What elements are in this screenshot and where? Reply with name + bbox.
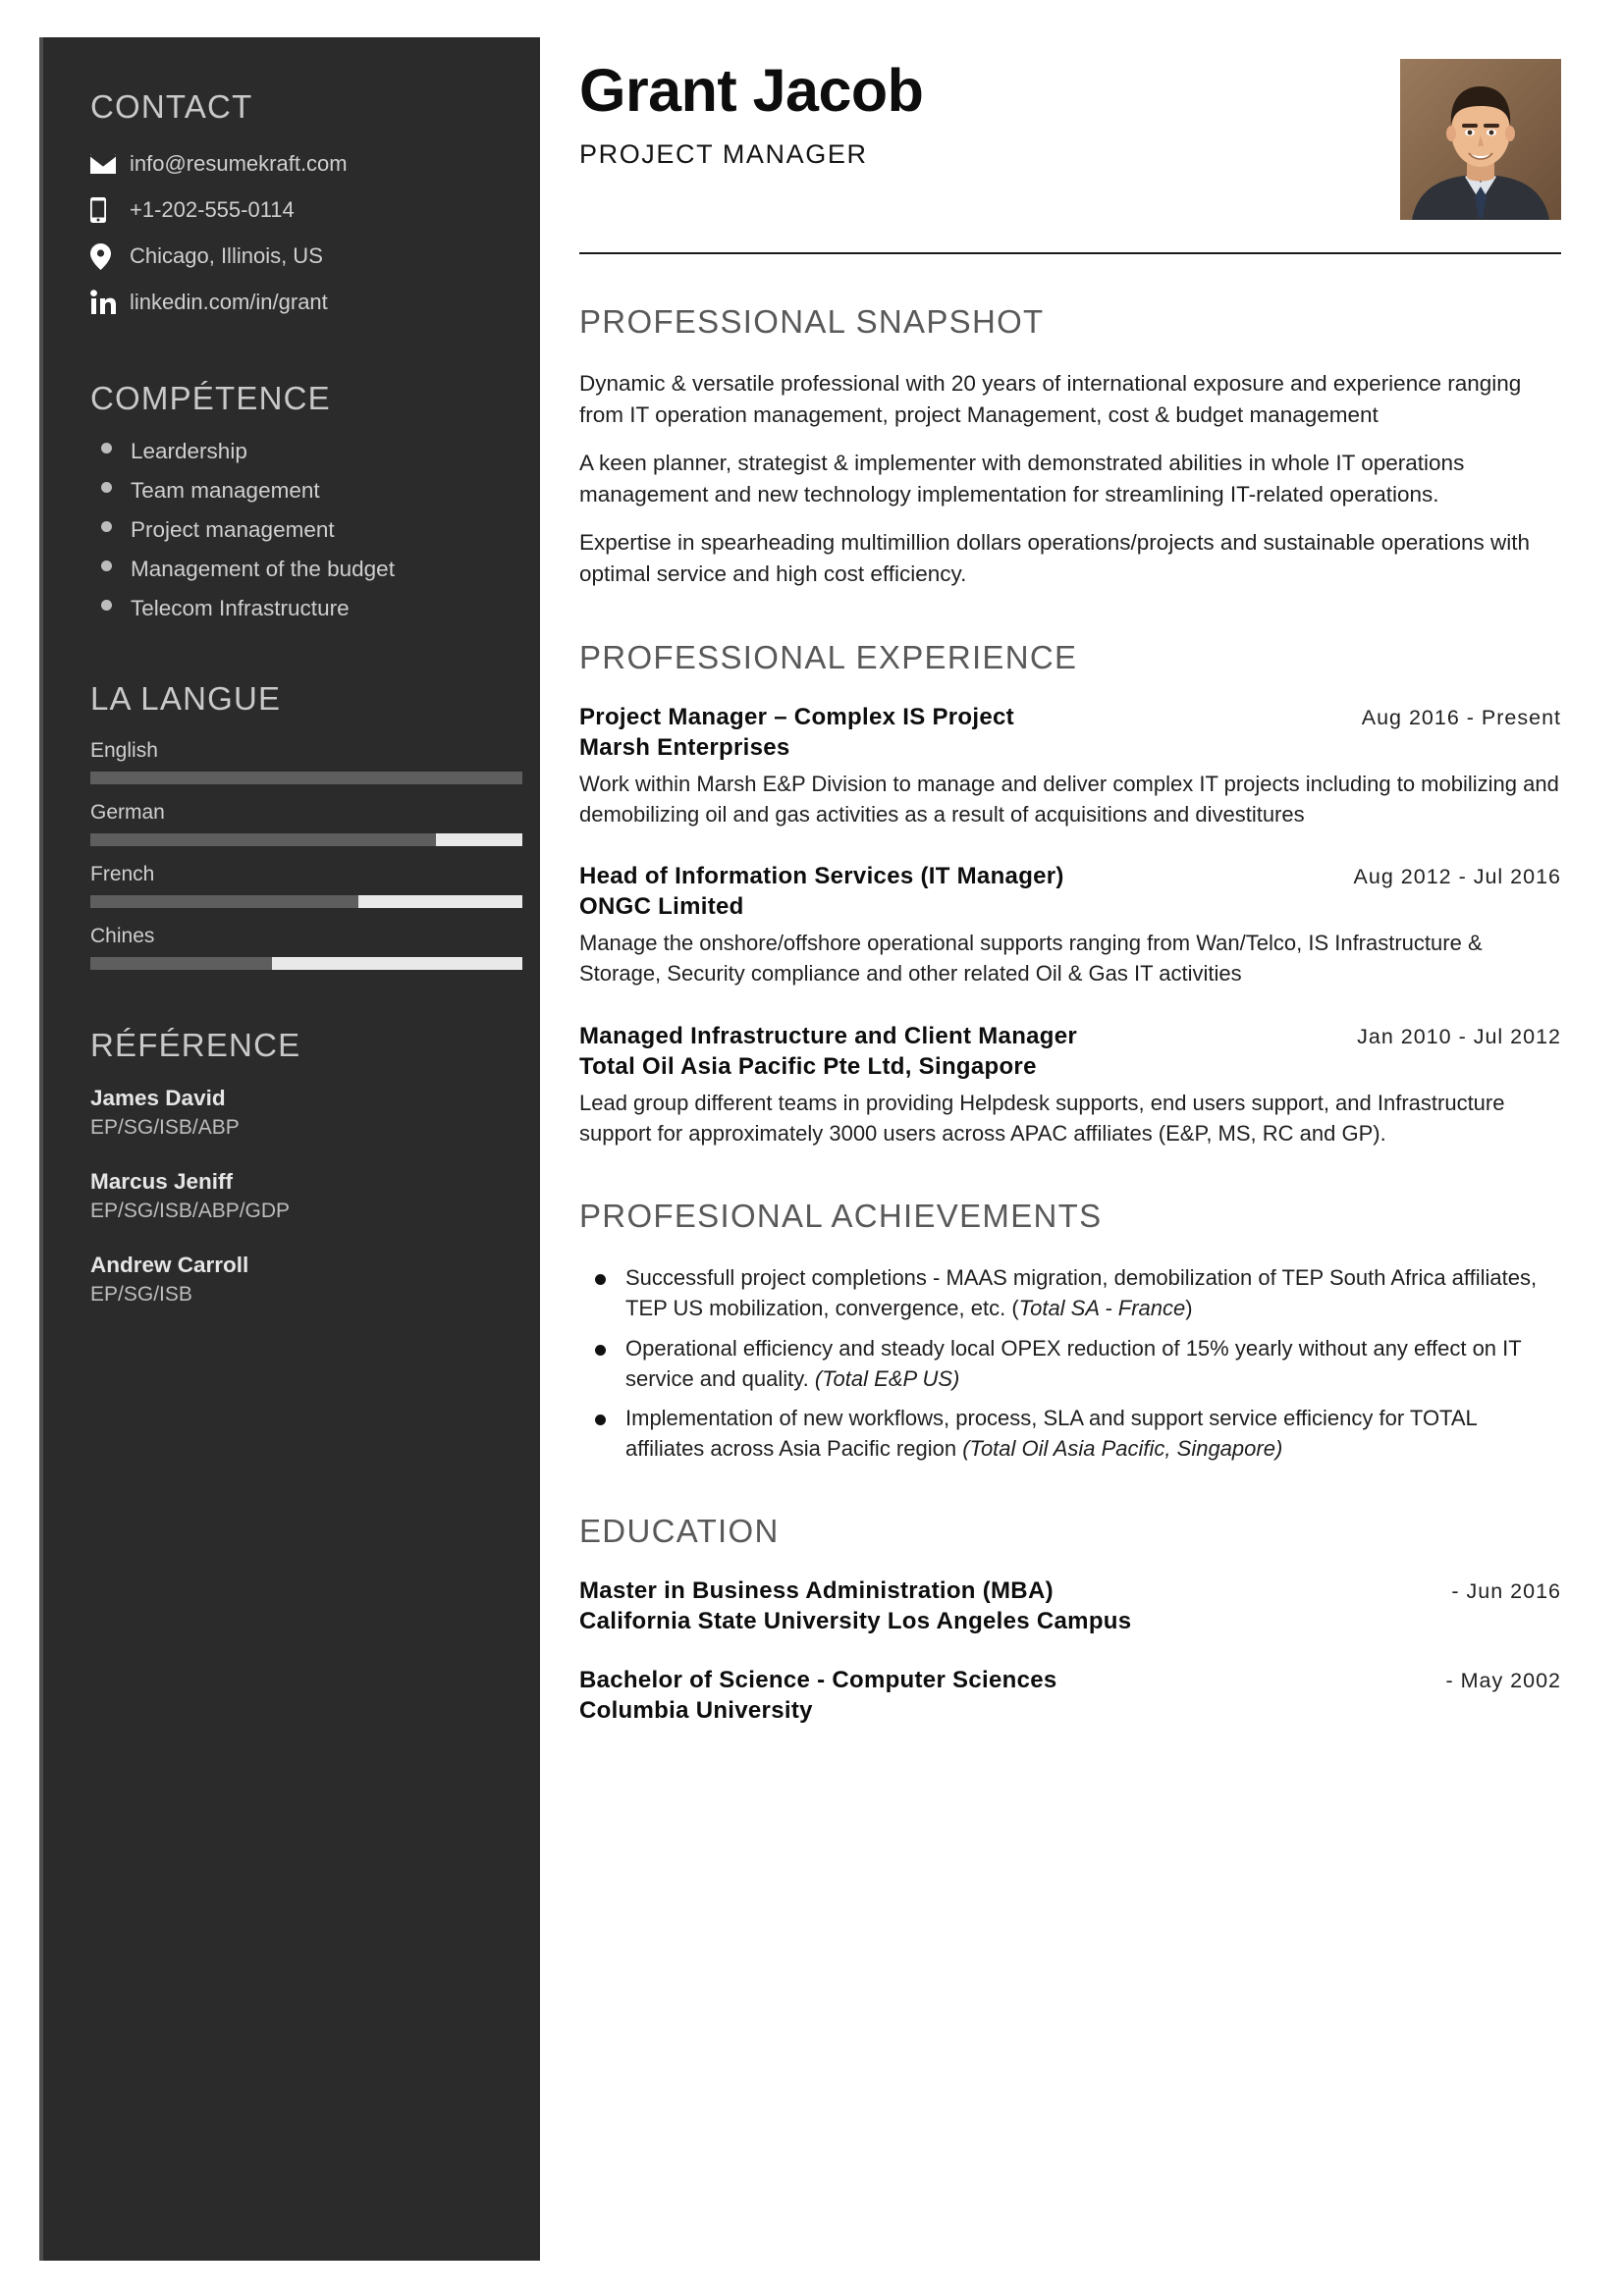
- achievement-main: Implementation of new workflows, process, SLA and support service efficiency for TOTAL affiliates across Asia Pacific region: [625, 1405, 1477, 1462]
- skill-item: [90, 517, 493, 543]
- education-date: - May 2002: [1445, 1669, 1561, 1693]
- achievement-emphasis: Total SA - France: [1018, 1296, 1186, 1321]
- achievements-list: [579, 1262, 1561, 1464]
- skill-item: [90, 478, 493, 504]
- language-progress-fill: [90, 957, 272, 970]
- snapshot-paragraph: Expertise in spearheading multimillion dollars operations/projects and sustainable operations with optimal service and high cost efficiency.: [579, 529, 1531, 586]
- snapshot-paragraph: Dynamic & versatile professional with 20 years of international exposure and experience ranging from IT operation management, project Management, cost & budget management: [579, 371, 1522, 427]
- contact-phone-text: +1-202-555-0114: [130, 196, 295, 222]
- section-professional-experience: [579, 639, 1561, 1148]
- reference-role: EP/SG/ISB/ABP/GDP: [90, 1200, 291, 1222]
- skill-label: Management of the budget: [131, 557, 395, 581]
- bullet-icon: [101, 561, 112, 571]
- skill-label: Telecom Infrastructure: [131, 596, 350, 620]
- experience-entry-header: [579, 863, 1561, 890]
- achievement-item: [579, 1333, 1561, 1394]
- languages-list: [90, 739, 493, 970]
- experience-entry-header: [579, 1023, 1561, 1050]
- experience-company: Marsh Enterprises: [579, 733, 790, 761]
- language-progress-fill: [90, 895, 358, 908]
- language-item: [90, 925, 493, 970]
- skills-heading: COMPÉTENCE: [90, 380, 331, 416]
- reference-name: Andrew Carroll: [90, 1253, 249, 1277]
- achievement-text: [625, 1262, 1561, 1323]
- phone-icon: [90, 197, 130, 223]
- experience-company: ONGC Limited: [579, 893, 744, 921]
- education-degree: Bachelor of Science - Computer Sciences: [579, 1667, 1057, 1694]
- language-item: [90, 739, 493, 784]
- reference-item: [90, 1169, 493, 1223]
- reference-role: EP/SG/ISB/ABP: [90, 1116, 240, 1139]
- achievement-emphasis: (Total Oil Asia Pacific, Singapore): [962, 1436, 1283, 1462]
- experience-description: Manage the onshore/offshore operational supports ranging from Wan/Telco, IS Infrastructure & Storage, Security compliance and other related Oil & Gas IT activities: [579, 931, 1483, 987]
- language-progress-track: [90, 895, 522, 908]
- contact-heading: CONTACT: [90, 88, 253, 125]
- bullet-icon: [595, 1274, 606, 1285]
- achievement-text: [625, 1333, 1561, 1394]
- page-title: Grant Jacob: [579, 57, 924, 124]
- language-progress-fill: [90, 833, 436, 846]
- language-label: French: [90, 863, 155, 885]
- skill-item: [90, 557, 493, 582]
- bullet-icon: [595, 1345, 606, 1356]
- reference-role: EP/SG/ISB: [90, 1283, 192, 1306]
- experience-entry-header: [579, 704, 1561, 731]
- job-title: PROJECT MANAGER: [579, 138, 868, 169]
- education-school: California State University Los Angeles Campus: [579, 1608, 1132, 1635]
- experience-role: Project Manager – Complex IS Project: [579, 703, 1014, 730]
- contact-item-location[interactable]: [90, 240, 493, 273]
- achievement-main: Operational efficiency and steady local OPEX reduction of 15% yearly without any effect on IT service and quality.: [625, 1335, 1522, 1391]
- linkedin-icon: [90, 290, 130, 315]
- contact-item-phone[interactable]: [90, 193, 493, 227]
- skill-item: [90, 596, 493, 621]
- experience-entry: [579, 863, 1561, 988]
- bullet-icon: [101, 443, 112, 454]
- contact-item-email[interactable]: [90, 147, 493, 181]
- education-heading: EDUCATION: [579, 1513, 780, 1550]
- skill-label: Leardership: [131, 439, 247, 463]
- experience-entry: [579, 1023, 1561, 1148]
- reference-name: James David: [90, 1086, 226, 1110]
- bullet-icon: [101, 482, 112, 493]
- experience-date: Aug 2012 - Jul 2016: [1353, 865, 1561, 889]
- languages-heading: LA LANGUE: [90, 680, 282, 717]
- language-label: German: [90, 801, 165, 824]
- achievement-tail: ): [1185, 1296, 1193, 1321]
- contact-location-text: Chicago, Illinois, US: [130, 242, 323, 268]
- education-entry-header: [579, 1667, 1561, 1694]
- language-item: [90, 863, 493, 908]
- resume-header: [579, 59, 1561, 220]
- experience-heading: PROFESSIONAL EXPERIENCE: [579, 638, 1078, 675]
- experience-role: Head of Information Services (IT Manager): [579, 863, 1064, 890]
- contact-list: [90, 147, 493, 319]
- education-school: Columbia University: [579, 1697, 813, 1725]
- snapshot-heading: PROFESSIONAL SNAPSHOT: [579, 303, 1045, 340]
- location-pin-icon: [90, 243, 130, 270]
- experience-description: Lead group different teams in providing Helpdesk supports, end users support, and Infrastructure support for approximately 3000 users across APAC affiliates (E&P, MS, RC and GP).: [579, 1090, 1505, 1146]
- skill-item: [90, 439, 493, 464]
- bullet-icon: [101, 521, 112, 532]
- education-date: - Jun 2016: [1451, 1579, 1561, 1604]
- skill-label: Team management: [131, 478, 320, 503]
- education-entry: [579, 1577, 1561, 1635]
- avatar: [1400, 59, 1561, 220]
- language-label: Chines: [90, 925, 155, 947]
- experience-company: Total Oil Asia Pacific Pte Ltd, Singapore: [579, 1052, 1037, 1080]
- contact-linkedin-text: linkedin.com/in/grant: [130, 289, 328, 314]
- achievement-item: [579, 1262, 1561, 1323]
- section-education: [579, 1513, 1561, 1725]
- envelope-icon: [90, 154, 130, 174]
- references-heading: RÉFÉRENCE: [90, 1027, 301, 1063]
- language-progress-track: [90, 772, 522, 784]
- education-entry: [579, 1667, 1561, 1725]
- achievement-item: [579, 1403, 1561, 1464]
- reference-item: [90, 1086, 493, 1140]
- achievement-main: Successfull project completions - MAAS migration, demobilization of TEP South Africa affiliates, TEP US mobilization, convergence, etc. (: [625, 1265, 1538, 1321]
- education-entry-header: [579, 1577, 1561, 1605]
- achievement-text: [625, 1403, 1561, 1464]
- reference-name: Marcus Jeniff: [90, 1169, 234, 1194]
- experience-date: Jan 2010 - Jul 2012: [1357, 1024, 1561, 1048]
- section-professional-achievements: [579, 1198, 1561, 1464]
- section-professional-snapshot: [579, 303, 1561, 590]
- language-progress-fill: [90, 772, 522, 784]
- achievement-emphasis: (Total E&P US): [814, 1365, 960, 1391]
- experience-entry: [579, 704, 1561, 829]
- header-text-block: [579, 59, 923, 170]
- experience-date: Aug 2016 - Present: [1361, 705, 1561, 729]
- reference-item: [90, 1253, 493, 1307]
- experience-role: Managed Infrastructure and Client Manager: [579, 1022, 1078, 1049]
- bullet-icon: [101, 600, 112, 611]
- experience-description: Work within Marsh E&P Division to manage and deliver complex IT projects including to mobilizing and demobilizing oil and gas activities as a result of acquisitions and divestitures: [579, 771, 1559, 827]
- skill-label: Project management: [131, 517, 335, 542]
- header-divider: [579, 252, 1561, 254]
- sidebar: [39, 37, 540, 2261]
- snapshot-paragraph: A keen planner, strategist & implementer with demonstrated abilities in whole IT operations management and new technology implementation for streamlining IT-related operations.: [579, 450, 1465, 507]
- language-label: English: [90, 739, 158, 762]
- main-content: [579, 59, 1561, 1756]
- skills-list: [90, 439, 493, 621]
- language-progress-track: [90, 957, 522, 970]
- references-list: [90, 1086, 493, 1307]
- language-item: [90, 801, 493, 846]
- language-progress-track: [90, 833, 522, 846]
- achievements-heading: PROFESIONAL ACHIEVEMENTS: [579, 1198, 1103, 1235]
- contact-email-text: info@resumekraft.com: [130, 150, 348, 176]
- bullet-icon: [595, 1415, 606, 1425]
- education-degree: Master in Business Administration (MBA): [579, 1577, 1054, 1605]
- contact-item-linkedin[interactable]: [90, 286, 493, 319]
